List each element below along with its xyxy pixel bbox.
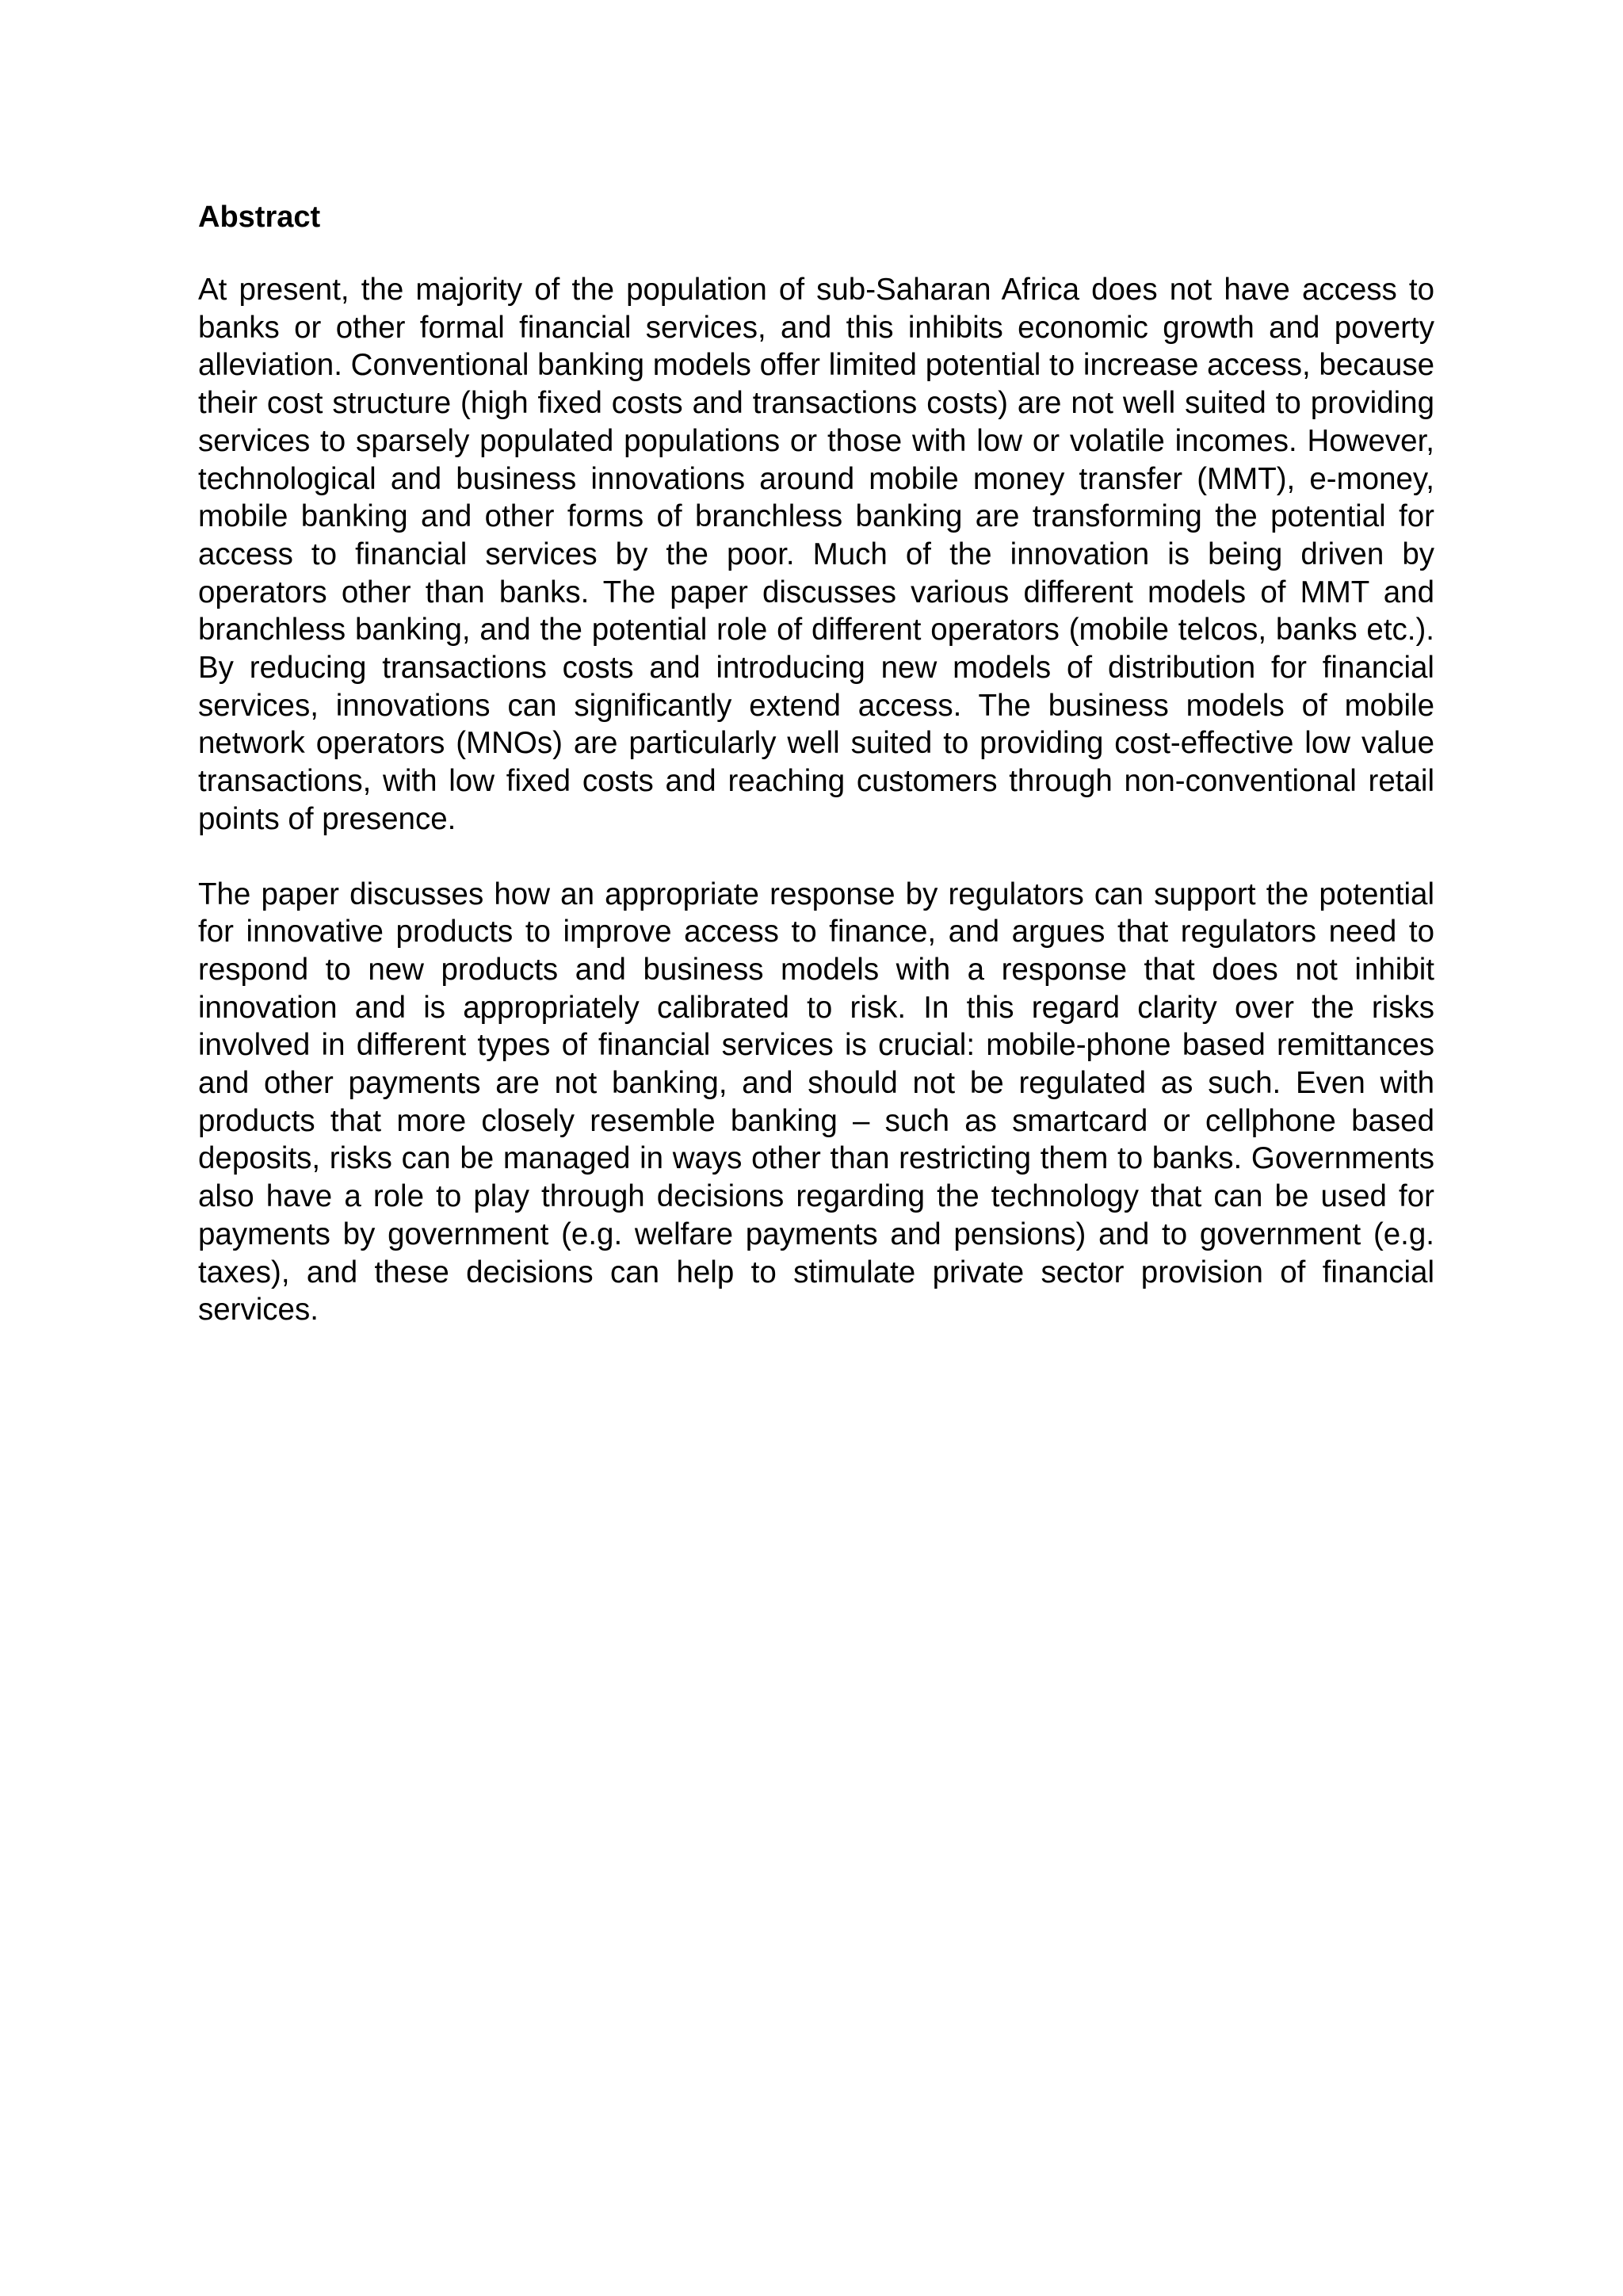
abstract-paragraph-2: The paper discusses how an appropriate response by regulators can support the potential for innovative products to improve access to finance, and argues that regulators need to respond to new products and business models with a response that does not inhibit innovation and is appropriately calibrated to risk. In this regard clarity over the risks involved in different types of financial services is crucial: mobile-phone based remittances and other payments are not banking, and should not be regulated as such. Even with products that more closely resemble banking – such as smartcard or cellphone based deposits, risks can be managed in ways other than restricting them to banks. Governments also have a role to play through decisions regarding the technology that can be used for payments by government (e.g. welfare payments and pensions) and to government (e.g. taxes), and these decisions can help to stimulate private sector provision of financial services. xyxy=(198,877,1434,1328)
abstract-paragraph-1: At present, the majority of the population of sub-Saharan Africa does not have access to banks or other formal financial services, and this inhibits economic growth and poverty alleviation. Conventional banking models offer limited potential to increase access, because their cost structure (high fixed costs and transactions costs) are not well suited to providing services to sparsely populated populations or those with low or volatile incomes. However, technological and business innovations around mobile money transfer (MMT), e-money, mobile banking and other forms of branchless banking are transforming the potential for access to financial services by the poor. Much of the innovation is being driven by operators other than banks. The paper discusses various different models of MMT and branchless banking, and the potential role of different operators (mobile telcos, banks etc.). By reducing transactions costs and introducing new models of distribution for financial services, innovations can significantly extend access. The business models of mobile network operators (MNOs) are particularly well suited to providing cost-effective low value transactions, with low fixed costs and reaching customers through non-conventional retail points of presence. xyxy=(198,273,1434,836)
abstract-heading: Abstract xyxy=(198,201,321,234)
abstract-section xyxy=(198,197,1434,1366)
